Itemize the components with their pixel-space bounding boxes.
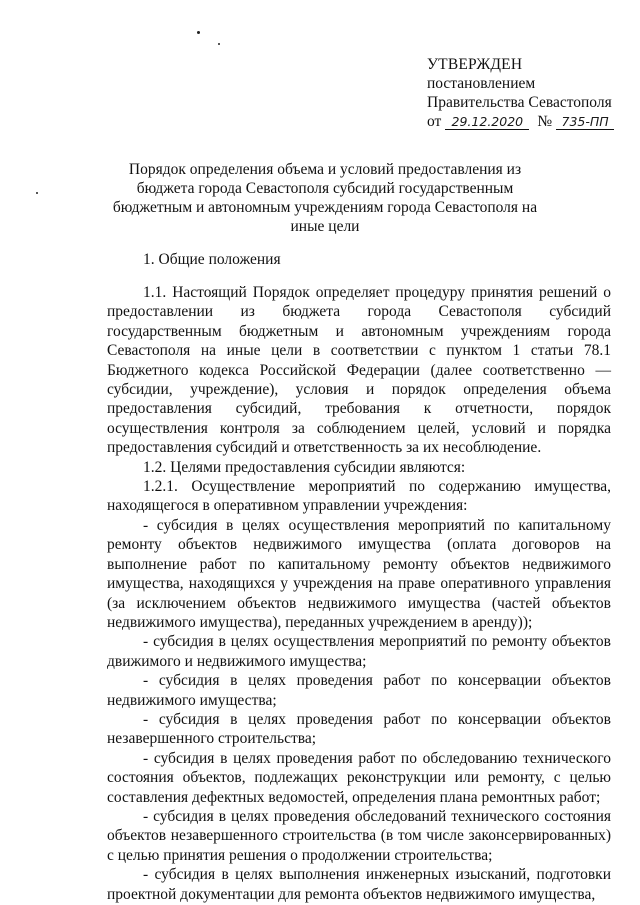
approval-line-government: Правительства Севастополя bbox=[427, 94, 612, 111]
paragraph: 1.2.1. Осуществление мероприятий по содержанию имущества, находящегося в оперативном управлении учреждения: bbox=[107, 478, 611, 515]
handwritten-date: 29.12.2020 bbox=[445, 114, 529, 130]
document-title: Порядок определения объема и условий предоставления из бюджета города Севастополя субсидий государственным бюджетным и автономным учреждениям города Севастополя на иные цели bbox=[112, 161, 538, 235]
scan-speck bbox=[197, 31, 200, 34]
scan-speck bbox=[36, 192, 38, 194]
paragraph: - субсидия в целях осуществления мероприятий по капитальному ремонту объектов недвижимого имущества (оплата договоров на выполнение работ по капитальному ремонту объектов недвижимого имущества, находящихся у учреждения на праве оперативного управления (за исключением объектов недвижимого имущества (частей объектов недвижимого имущества), переданных учреждением в аренду)); bbox=[107, 516, 611, 631]
paragraph: - субсидия в целях проведения обследований технического состояния объектов незавершенного строительства (в том числе законсервированных) с целью принятия решения о продолжении строительства; bbox=[107, 807, 611, 864]
number-prefix: № bbox=[537, 113, 553, 130]
paragraph: 1.1. Настоящий Порядок определяет процедуру принятия решений о предоставлении из бюджета города Севастополя субсидий государственным бюджетным и автономным учреждениям города Севастополя на иные цели в соответствии с пунктом 1 статьи 78.1 Бюджетного кодекса Российской Федерации (далее соответственно — субсидии, учреждение), условия и порядок определения объема предоставления субсидий, требования к отчетности, порядок осуществления контроля за соблюдением целей, условий и порядка предоставления субсидий и ответственность за их несоблюдение. bbox=[107, 284, 611, 457]
approval-date-number-row bbox=[427, 112, 632, 131]
section-heading: 1. Общие положения bbox=[143, 251, 281, 268]
scan-speck bbox=[218, 43, 220, 45]
approval-line-decree: постановлением bbox=[427, 75, 536, 92]
paragraph: - субсидия в целях проведения работ по консервации объектов незавершенного строительства; bbox=[107, 710, 611, 748]
paragraph: - субсидия в целях проведения работ по консервации объектов недвижимого имущества; bbox=[107, 672, 611, 709]
paragraph: - субсидия в целях осуществления мероприятий по ремонту объектов движимого и недвижимого имущества; bbox=[107, 633, 611, 670]
document-body bbox=[107, 283, 611, 904]
paragraph: - субсидия в целях проведения работ по обследованию технического состояния объектов, подлежащих реконструкции или ремонту, с целью составления дефектных ведомостей, определения плана ремонтных работ; bbox=[107, 749, 611, 806]
approval-block bbox=[427, 55, 632, 131]
date-prefix: от bbox=[427, 113, 442, 130]
paragraph: 1.2. Целями предоставления субсидии являются: bbox=[143, 458, 466, 476]
handwritten-number: 735-ПП bbox=[556, 114, 614, 130]
approval-heading: УТВЕРЖДЕН bbox=[427, 56, 523, 73]
paragraph: - субсидия в целях выполнения инженерных изысканий, подготовки проектной документации для ремонта объектов недвижимого имущества, bbox=[107, 866, 611, 903]
